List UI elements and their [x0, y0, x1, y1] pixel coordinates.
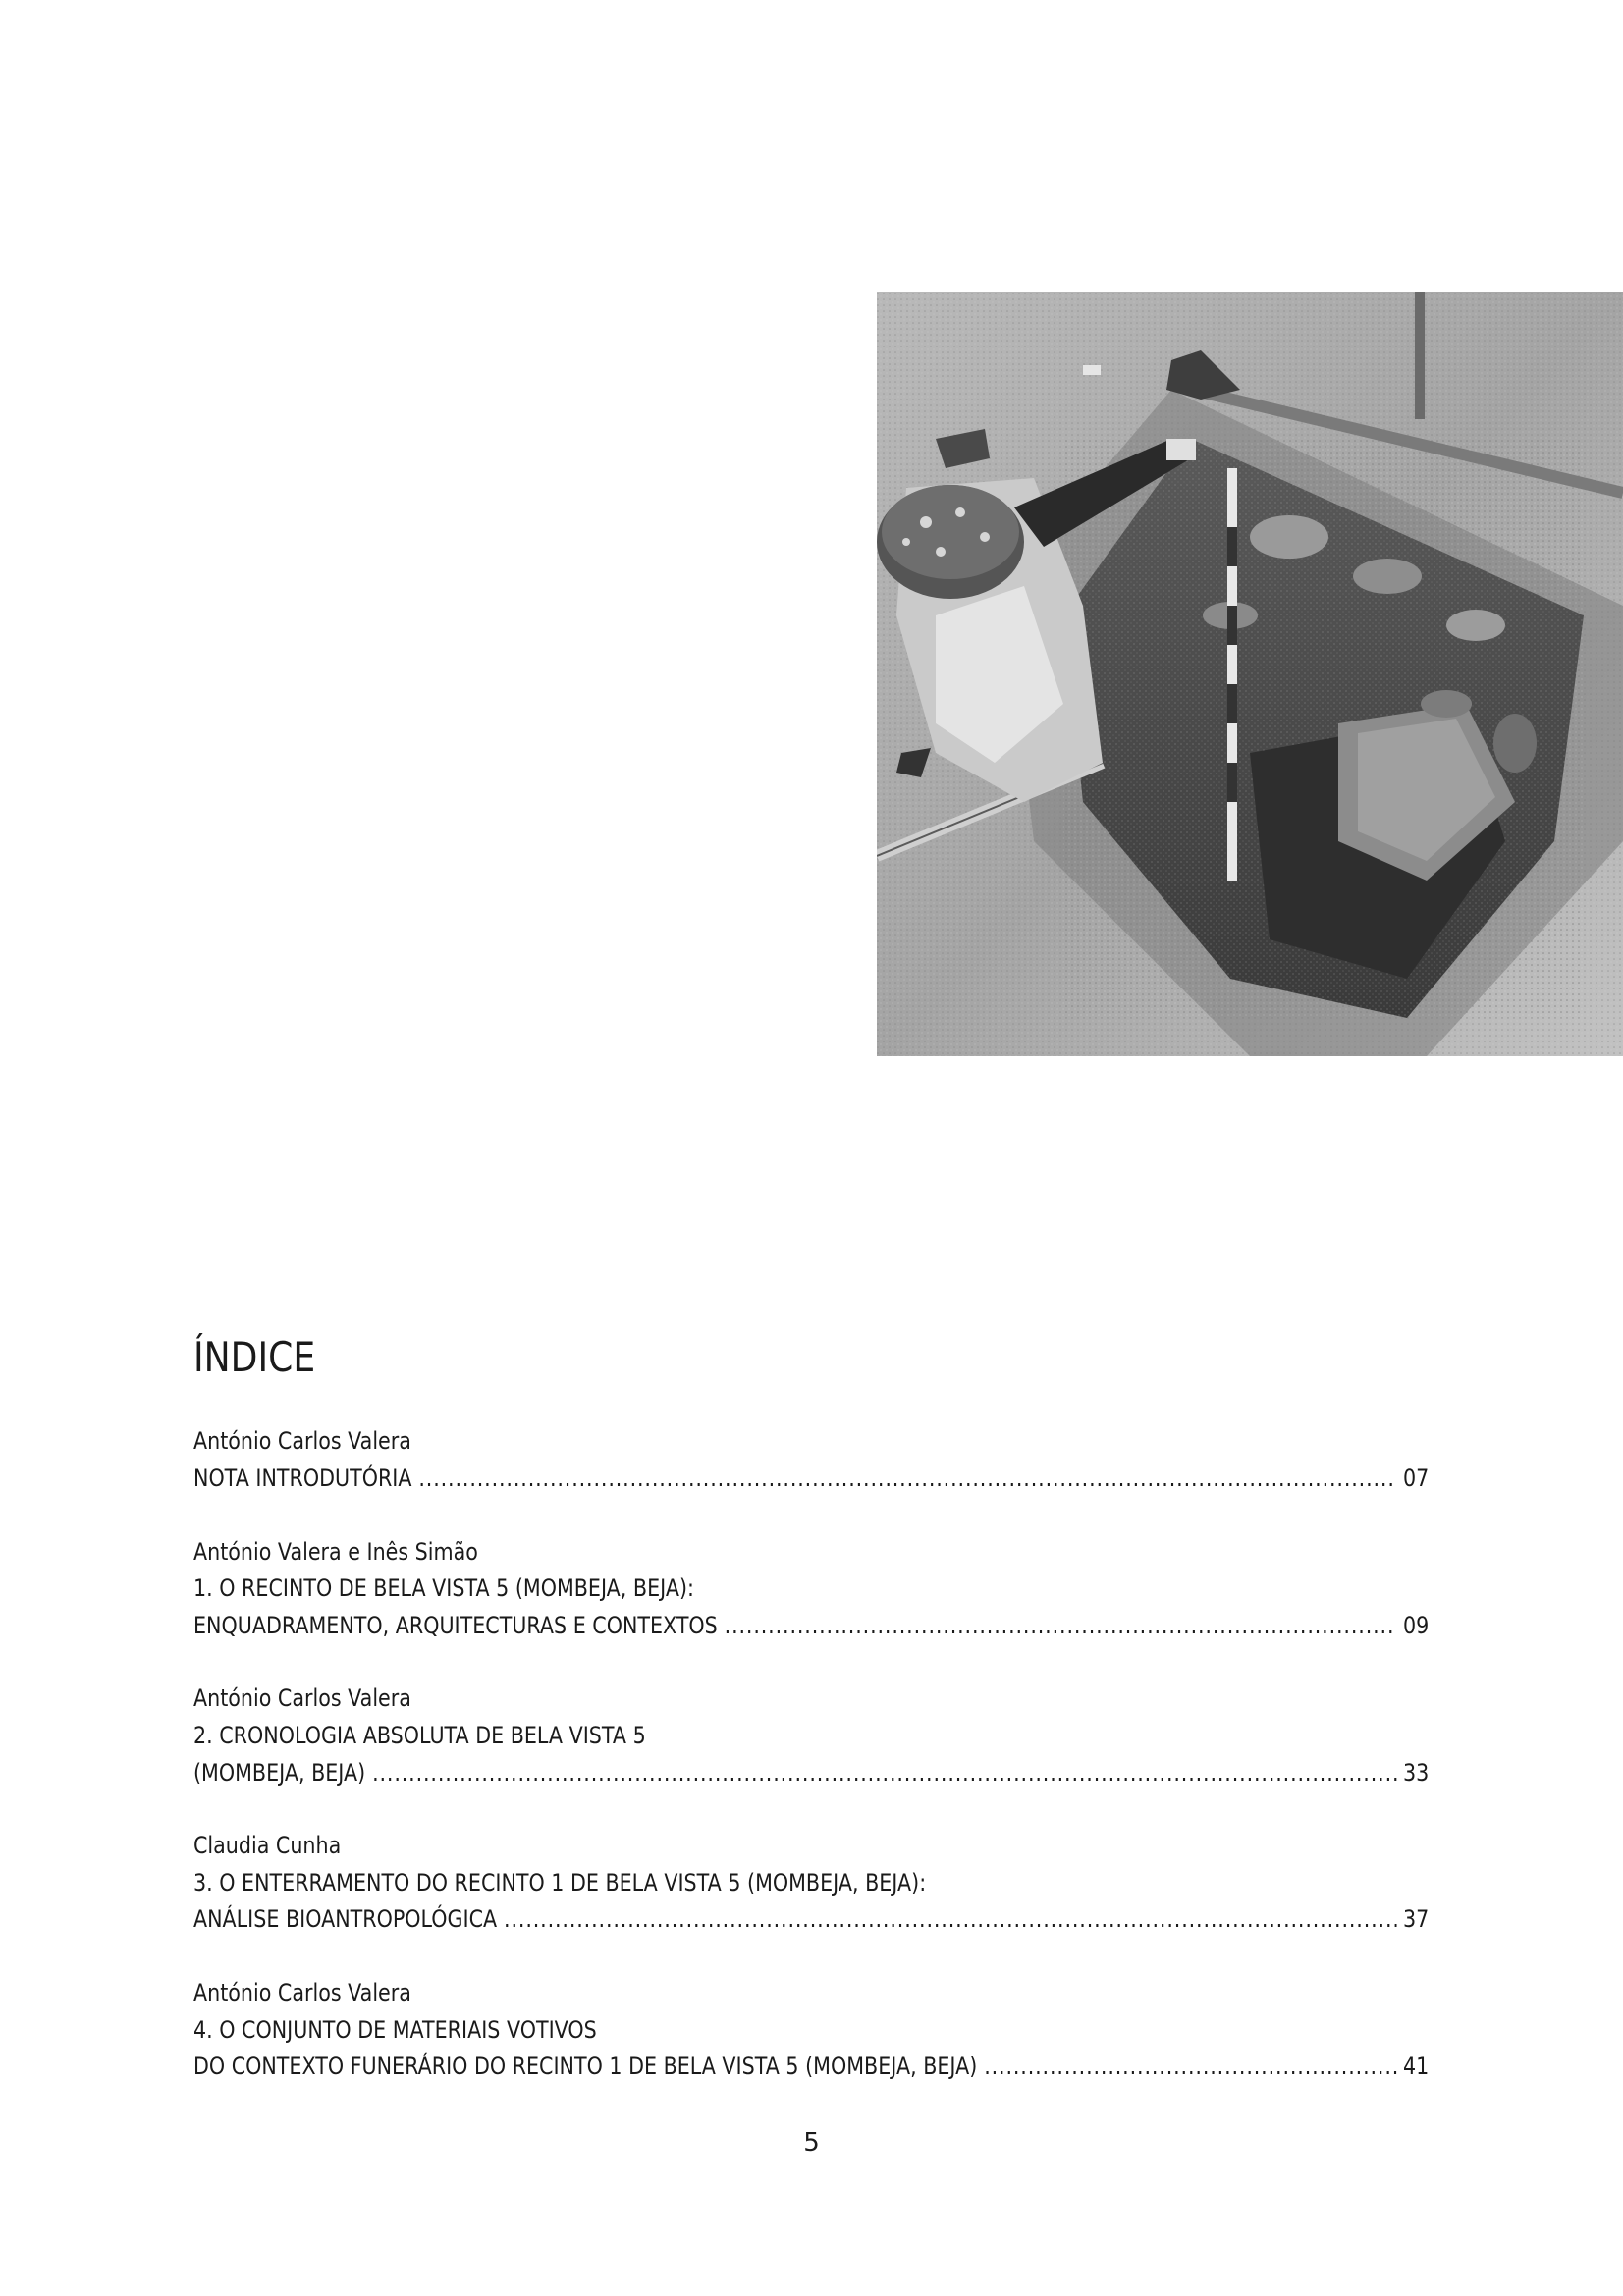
toc-entry-title-line[interactable]: [193, 2049, 1429, 2086]
toc-entry-title: NOTA INTRODUTÓRIA: [193, 1464, 412, 1492]
toc-leader-dots: [418, 1461, 1396, 1498]
toc-entry-title-line-1: 2. CRONOLOGIA ABSOLUTA DE BELA VISTA 5: [193, 1721, 646, 1749]
toc-leader-dots: [504, 1901, 1396, 1939]
toc-entry-page: 09: [1402, 1611, 1430, 1639]
toc-entry-page: 33: [1402, 1758, 1430, 1787]
table-of-contents: [193, 1333, 1429, 2122]
toc-entry-title: DO CONTEXTO FUNERÁRIO DO RECINTO 1 DE BELA VISTA 5 (MOMBEJA, BEJA): [193, 2053, 978, 2081]
toc-entry-title: ENQUADRAMENTO, ARQUITECTURAS E CONTEXTOS: [193, 1611, 718, 1639]
toc-entry-title-line[interactable]: [193, 1461, 1429, 1498]
toc-leader-dots: [984, 2049, 1396, 2086]
toc-entry: [193, 1534, 1429, 1645]
toc-entry-author: António Valera e Inês Simão: [193, 1537, 478, 1566]
toc-entry: [193, 1423, 1429, 1497]
toc-entry-author: António Carlos Valera: [193, 1684, 411, 1713]
toc-entry: [193, 1975, 1429, 2086]
toc-entry-title: ANÁLISE BIOANTROPOLÓGICA: [193, 1905, 498, 1934]
toc-entry-title-line[interactable]: [193, 1608, 1429, 1645]
toc-entry-title-line-1: 4. O CONJUNTO DE MATERIAIS VOTIVOS: [193, 2015, 597, 2044]
toc-entry-title-line[interactable]: [193, 1901, 1429, 1939]
toc-entry-page: 37: [1402, 1905, 1430, 1934]
page-number: 5: [803, 2128, 820, 2158]
toc-entry-page: 07: [1402, 1464, 1430, 1492]
toc-entry-author: Claudia Cunha: [193, 1832, 342, 1860]
toc-entry-title-line[interactable]: [193, 1755, 1429, 1792]
toc-entry-page: 41: [1402, 2053, 1430, 2081]
toc-leader-dots: [725, 1608, 1396, 1645]
toc-entry-title-line-1: 3. O ENTERRAMENTO DO RECINTO 1 DE BELA VISTA 5 (MOMBEJA, BEJA):: [193, 1868, 927, 1896]
toc-title: ÍNDICE: [193, 1333, 316, 1381]
toc-entry-title: (MOMBEJA, BEJA): [193, 1758, 366, 1787]
toc-entry-title-line-1: 1. O RECINTO DE BELA VISTA 5 (MOMBEJA, BEJA):: [193, 1575, 694, 1603]
excavation-photo-illustration: [877, 292, 1623, 1056]
toc-entry-author: António Carlos Valera: [193, 1978, 411, 2006]
toc-leader-dots: [372, 1755, 1396, 1792]
excavation-photo: [877, 292, 1623, 1056]
toc-entry-author: António Carlos Valera: [193, 1427, 411, 1456]
toc-entry: [193, 1681, 1429, 1791]
toc-entry: [193, 1828, 1429, 1939]
